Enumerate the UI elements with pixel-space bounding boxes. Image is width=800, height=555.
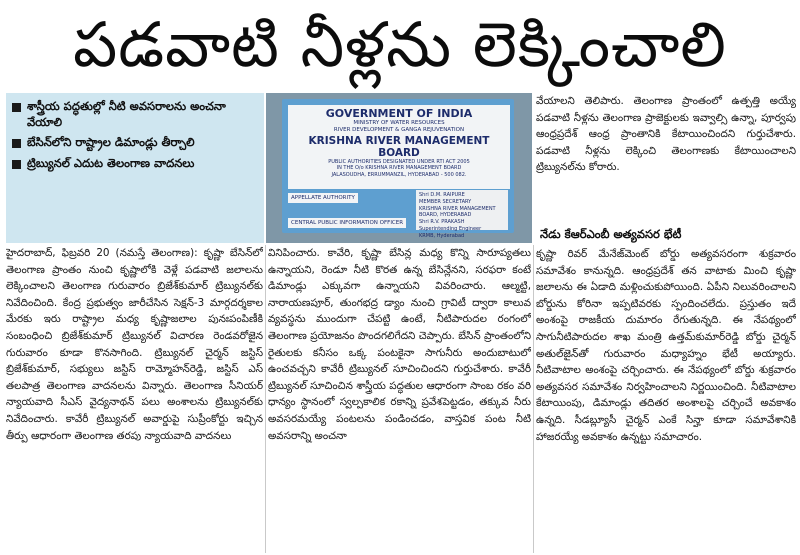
column-divider — [265, 245, 266, 553]
highlight-text: శాస్త్రీయ పద్ధతుల్లో నీటి అవసరాలను అంచనా వేయాలి — [27, 99, 226, 129]
sign-line-3: JALASOUDHA, ERRUMMANZIL, HYDERABAD - 500 082. — [331, 171, 467, 178]
news-photo — [266, 93, 532, 243]
article-column-2: వినిపించారు. కావేరి, కృష్ణా బేసిన్ల మధ్య కొన్ని సారూప్యతలు ఉన్నాయని, రెండూ నీటి కొరత ఉన్న బేసిన్లేనని, సరఫరా కంటే డిమాండ్లు ఎక్కువగా ఉన్నాయని వివరించారు. ఆల్మట్టి, నారాయణపూర్, తుంగభద్ర డ్యాం నుంచి గ్రావిటీ ద్వారా కాలువ వ్యవస్థను ముందుగా చేపట్టి ఉంటే, నీటిపారుదల రంగంలో తెలంగాణ ప్రయోజనం పొందగలిగేదని చెప్పారు. బేసిన్ ప్రాంతంలోని రైతులకు కనీసం ఒక్క పంటకైనా సాగునీరు అందుబాటులో ఉంచవచ్చని కావేరీ ట్రిబ్యునల్ సూచించిందని గుర్తుచేశారు. కావేరీ ట్రిబ్యునల్ సూచించిన శాస్త్రీయ పద్ధతుల ఆధారంగా సాంబ రకం వరి ధాన్యం స్థానంలో స్వల్పకాలిక రకాన్ని ప్రవేశపెట్టడం, తక్కువ నీరు అవసరమయ్యే పంటలను పండించడం, వాస్తవిక పంట నీటి అవసరాన్ని అంచనా — [268, 247, 531, 442]
sign-board-name: KRISHNA RIVER MANAGEMENT BOARD — [308, 135, 490, 160]
signboard-panel — [288, 105, 510, 189]
sign-name-card — [416, 190, 508, 239]
card-name-2: Shri R.V. PRAKASH — [419, 219, 465, 225]
article-column-3-top: వేయాలని తెలిపారు. తెలంగాణ ప్రాంతంలో ఉత్పత్తి అయ్యే పడవాటి నీళ్లను తెలంగాణ ప్రాజెక్టులకు ఇవ్వాల్సి ఉన్నా, పూర్వపు ఆంధ్రప్రదేశ్ ఆంధ్ర ప్రాంతానికి కేటాయించిందని గుర్తుచేశారు. పడవాటి నీళ్లను లెక్కించి తెలంగాణకు కేటాయించాలని ట్రిబ్యునల్‌ను కోరారు. — [536, 95, 796, 174]
bullet-square-icon — [12, 139, 21, 148]
sign-line-1: PUBLIC AUTHORITIES DESIGNATED UNDER RTI ACT 2005 — [328, 159, 470, 166]
sign-ministry-2: RIVER DEVELOPMENT & GANGA REJUVENATION — [333, 126, 465, 133]
sign-appellate: APPELLATE AUTHORITY — [288, 193, 358, 203]
highlight-text: బేసిన్‌లోని రాష్ట్రాల డిమాండ్లు తీర్చాలి — [27, 135, 195, 150]
sign-line-2: IN THE O/o KRISHNA RIVER MANAGEMENT BOARD — [336, 165, 462, 172]
column-divider — [533, 245, 534, 553]
highlight-item — [12, 99, 260, 130]
article-column-3: కృష్ణా రివర్ మేనేజ్‌మెంట్ బోర్డు అత్యవసరంగా శుక్రవారం సమావేశం కానున్నది. ఆంధ్రప్రదేశ్ తన వాటాకు మించి కృష్ణా జలాలను ఈ ఏడాది మళ్లించుకుపోయింది. ఏపీని నిలువరించాలని బోర్డును కోరినా ఇప్పటివరకు స్పందించలేదు. ప్రస్తుతం ఇదే అంశంపై రాజకీయ దుమారం రేగుతున్నది. ఈ నేపథ్యంలో సాగునీటిపారుదల శాఖ మంత్రి ఉత్తమ్‌కుమార్‌రెడ్డి బోర్డు చైర్మన్ అతుల్‌జైన్‌తో గురువారం మధ్యాహ్నం భేటీ అయ్యారు. నీటివాటాల అంశంపై చర్చించారు. ఈ నేపథ్యంలో బోర్డు శుక్రవారం అత్యవసర సమావేశం నిర్వహించాలని నిర్ణయించింది. నీటివాటాల కేటాయింపు, డిమాండ్లు తదితర అంశాలపై చర్చించే అవకాశం ఉన్నది. సీడబ్ల్యూసీ చైర్మన్ ఎంకే సిన్హా కూడా సమావేశానికి హాజరయ్యే అవకాశం ఉన్నట్టు సమాచారం. — [536, 248, 796, 443]
article-column-1: హైదరాబాద్, ఫిబ్రవరి 20 (నమస్తే తెలంగాణ): కృష్ణా బేసిన్‌లో తెలంగాణ ప్రాంతం నుంచి కృష్ణాలోకి వెళ్లే పడవాటి జలాలను లెక్కించాలని తెలంగాణ గురువారం బ్రిజేశ్‌కుమార్ ట్రిబ్యునల్‌కు నివేదించింది. కేంద్ర ప్రభుత్వం జారీచేసిన సెక్షన్-3 మార్గదర్శకాల మేరకు ఇరు రాష్ట్రాల మధ్య కృష్ణాజలాల పునఃపంపిణీకి సంబంధించి బ్రిజేశ్‌కుమార్ ట్రిబ్యునల్ విచారణ రెండవరోజైన గురువారం కూడా కొనసాగింది. ట్రిబ్యునల్ చైర్మన్ జస్టిస్ బ్రిజేశ్‌కుమార్, సభ్యులు జస్టిస్ రామ్మోహన్‌రెడ్డి, జస్టిస్ ఎస్ తలపాత్ర తెలంగాణ వాదనలను విన్నారు. తెలంగాణ సీనియర్ న్యాయవాది సీఎస్ వైద్యనాథన్ పలు అంశాలను ట్రిబ్యునల్‌కు నివేదించారు. కావేరీ ట్రిబ్యునల్ అవార్డుపై సుప్రీంకోర్టు ఇచ్చిన తీర్పు ఆధారంగా తెలంగాణ తరపు న్యాయవాది వాదనలు — [6, 247, 263, 442]
highlights-box — [6, 93, 264, 243]
sign-ministry: MINISTRY OF WATER RESOURCES — [353, 120, 445, 126]
bullet-square-icon — [12, 103, 21, 112]
card-org-2: KRMB, Hyderabad — [419, 232, 465, 239]
bullet-square-icon — [12, 160, 21, 169]
card-title-2: Superintending Engineer — [419, 225, 482, 232]
highlight-item — [12, 135, 260, 151]
card-name-1: Shri D.M. RAIPURE — [419, 192, 465, 198]
card-org-1: KRISHNA RIVER MANAGEMENT BOARD, HYDERABAD — [419, 205, 496, 219]
card-title-1: MEMBER SECRETARY — [419, 198, 472, 205]
highlight-text: ట్రిబ్యునల్ ఎదుట తెలంగాణ వాదనలు — [27, 155, 195, 170]
headline: పడవాటి నీళ్లను లెక్కించాలి — [73, 8, 727, 81]
subheading: నేడు కేఆర్‌ఎంబీ అత్యవసర భేటీ — [540, 227, 682, 241]
sign-cpio: CENTRAL PUBLIC INFORMATION OFFICER — [288, 218, 406, 228]
highlight-item — [12, 156, 260, 172]
sign-government: GOVERNMENT OF INDIA — [325, 107, 473, 120]
